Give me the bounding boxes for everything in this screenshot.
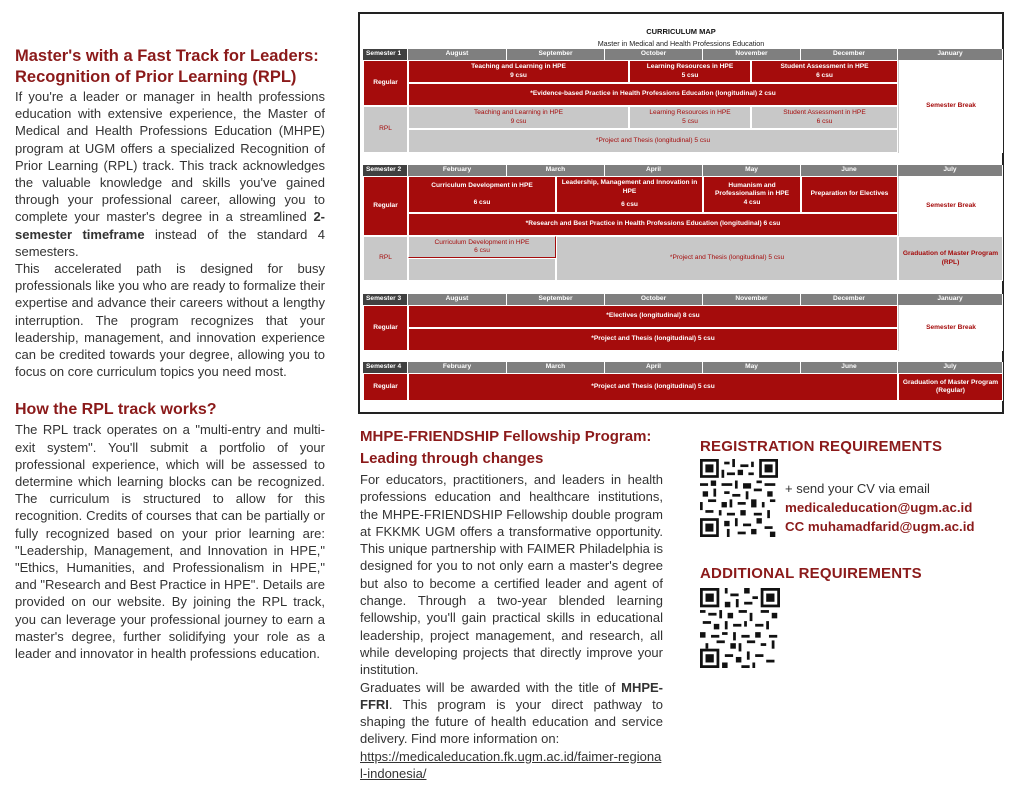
- email-address[interactable]: medicaleducation@ugm.ac.id: [785, 500, 973, 515]
- course-block: Student Assessment in HPE 6 csu: [751, 60, 898, 83]
- rpl-intro-2: This accelerated path is designed for busy professionals like you who are ready to formalize their expertise and advance their careers without a lengthy interruption. The program recognizes that your leadership, management, and innovation experience can be credited towards your degree, allowing you to focus on core curriculum topics you need most.: [15, 261, 325, 380]
- rpl-title: Master's with a Fast Track for Leaders: Recognition of Prior Learning (RPL): [15, 47, 319, 86]
- month: November: [703, 49, 801, 60]
- map-title: CURRICULUM MAP: [646, 27, 716, 36]
- course-block: Leadership, Management and Innovation in HPE 6 csu: [556, 176, 703, 213]
- graduation-rpl: Graduation of Master Program (RPL): [898, 236, 1003, 281]
- month: September: [507, 49, 605, 60]
- month: October: [605, 49, 703, 60]
- longitudinal-block: *Project and Thesis (longitudinal) 5 csu: [408, 129, 898, 153]
- course-block: Learning Resources in HPE 5 csu: [629, 106, 751, 129]
- month: November: [703, 294, 801, 305]
- registration-contact: [785, 479, 975, 536]
- month: March: [507, 362, 605, 373]
- requirements-section: [700, 437, 1000, 668]
- rpl-label: RPL: [363, 106, 408, 153]
- month: July: [898, 362, 1003, 373]
- semester-label: Semester 1: [363, 49, 408, 60]
- filler: [408, 258, 556, 281]
- graduation-regular: Graduation of Master Program (Regular): [898, 373, 1003, 401]
- course-block: Learning Resources in HPE 5 csu: [629, 60, 751, 83]
- course-block: Teaching and Learning in HPE 9 csu: [408, 60, 629, 83]
- month: December: [801, 49, 898, 60]
- rpl-intro: If you're a leader or manager in health professions education with extensive experience, the Master of Medical and Health Professions Education (MHPE) program at UGM offers a specialized Recognition of Prior Learning (RPL) track. This track acknowledges the valuable knowledge and skills you've gained through your professional career, allowing you to complete your master's degree in a streamlined 2-semester timeframe instead of the standard 4 semesters.: [15, 89, 325, 259]
- fellowship-body: For educators, practitioners, and leaders in health professions education and healthcare institutions, the MHPE-FRIENDSHIP Fellowship double program at FKKMK UGM offers a transformative opportunity. This unique partnership with FAIMER Philadelphia is designed for you to not only earn a master's degree but also to become a certified leader and agent of change. Through a two-year blended learning fellowship, you'll gain practical skills in educational leadership, project management, and research, all while developing projects that directly improve your institution.: [360, 472, 663, 678]
- semester-label: Semester 2: [363, 165, 408, 176]
- semester-label: Semester 4: [363, 362, 408, 373]
- rpl-section: [15, 46, 325, 662]
- month: February: [408, 165, 507, 176]
- month: April: [605, 165, 703, 176]
- month: September: [507, 294, 605, 305]
- course-block: Preparation for Electives: [801, 176, 898, 213]
- month: August: [408, 49, 507, 60]
- additional-qr-icon[interactable]: [700, 588, 780, 668]
- cc-address[interactable]: CC muhamadfarid@ugm.ac.id: [785, 519, 975, 534]
- regular-label: Regular: [363, 176, 408, 236]
- how-title: How the RPL track works?: [15, 401, 217, 419]
- longitudinal-block: *Research and Best Practice in Health Professions Education (longitudinal) 6 csu: [408, 213, 898, 236]
- month: October: [605, 294, 703, 305]
- month: January: [898, 294, 1003, 305]
- semester-2-block: [363, 165, 1003, 281]
- curriculum-map: [358, 12, 1004, 414]
- regular-label: Regular: [363, 60, 408, 106]
- longitudinal-block: *Project and Thesis (longitudinal) 5 csu: [556, 236, 898, 281]
- course-block: Curriculum Development in HPE 6 csu: [408, 176, 556, 213]
- month: May: [703, 362, 801, 373]
- fellowship-body-2: Graduates will be awarded with the title of MHPE-FFRI. This program is your direct pathway to shaping the future of health education and service delivery. Find more information on:: [360, 679, 663, 747]
- rpl-label: RPL: [363, 236, 408, 281]
- longitudinal-block: *Electives (longitudinal) 8 csu: [408, 305, 898, 328]
- month: August: [408, 294, 507, 305]
- month: June: [801, 362, 898, 373]
- course-block: Humanism and Professionalism in HPE 4 csu: [703, 176, 801, 213]
- regular-label: Regular: [363, 373, 408, 401]
- semester-break: Semester Break: [898, 60, 1003, 153]
- longitudinal-block: *Project and Thesis (longitudinal) 5 csu: [408, 328, 898, 351]
- month: May: [703, 165, 801, 176]
- semester-4-block: [363, 362, 1003, 401]
- course-block: Teaching and Learning in HPE 9 csu: [408, 106, 629, 129]
- registration-qr-icon[interactable]: [700, 459, 778, 537]
- month: April: [605, 362, 703, 373]
- month: February: [408, 362, 507, 373]
- month: March: [507, 165, 605, 176]
- fellowship-link[interactable]: https://medicaleducation.fk.ugm.ac.id/faimer-regional-indonesia/: [360, 748, 662, 782]
- longitudinal-block: *Project and Thesis (longitudinal) 5 csu: [408, 373, 898, 401]
- fellowship-section: [360, 426, 663, 782]
- semester-break: Semester Break: [898, 176, 1003, 236]
- semester-3-block: [363, 294, 1003, 351]
- course-block: Student Assessment in HPE 6 csu: [751, 106, 898, 129]
- regular-label: Regular: [363, 305, 408, 351]
- month: January: [898, 49, 1003, 60]
- fellowship-title: MHPE-FRIENDSHIP Fellowship Program: Leading through changes: [360, 428, 652, 467]
- map-subtitle: Master in Medical and Health Professions Education: [597, 39, 765, 48]
- registration-title: REGISTRATION REQUIREMENTS: [700, 438, 943, 455]
- course-block: Curriculum Development in HPE 6 csu: [408, 236, 556, 258]
- additional-title: ADDITIONAL REQUIREMENTS: [700, 565, 922, 582]
- longitudinal-block: *Evidence-based Practice in Health Professions Education (longitudinal) 2 csu: [408, 83, 898, 106]
- send-cv-text: + send your CV via email: [785, 481, 930, 496]
- semester-1-block: [363, 49, 1003, 153]
- semester-label: Semester 3: [363, 294, 408, 305]
- month: December: [801, 294, 898, 305]
- month: June: [801, 165, 898, 176]
- month: July: [898, 165, 1003, 176]
- semester-break: Semester Break: [898, 305, 1003, 351]
- how-text: The RPL track operates on a "multi-entry and multi-exit system". You'll submit a portfolio of your professional experience, which will be assessed to determine which learning blocks can be recognized. The curriculum is structured to allow for this recognition. Credits of courses that can be partially or fully recognized based on your prior learning are: "Leadership, Management, and Innovation in HPE," "Ethics, Humanities, and Professionalism in HPE," and "Research and Best Practice in HPE". Details are provided on our website. By joining the RPL track, you can leverage your professional journey to earn a master's degree, further solidifying your role as a leader and innovator in health professions education.: [15, 422, 325, 662]
